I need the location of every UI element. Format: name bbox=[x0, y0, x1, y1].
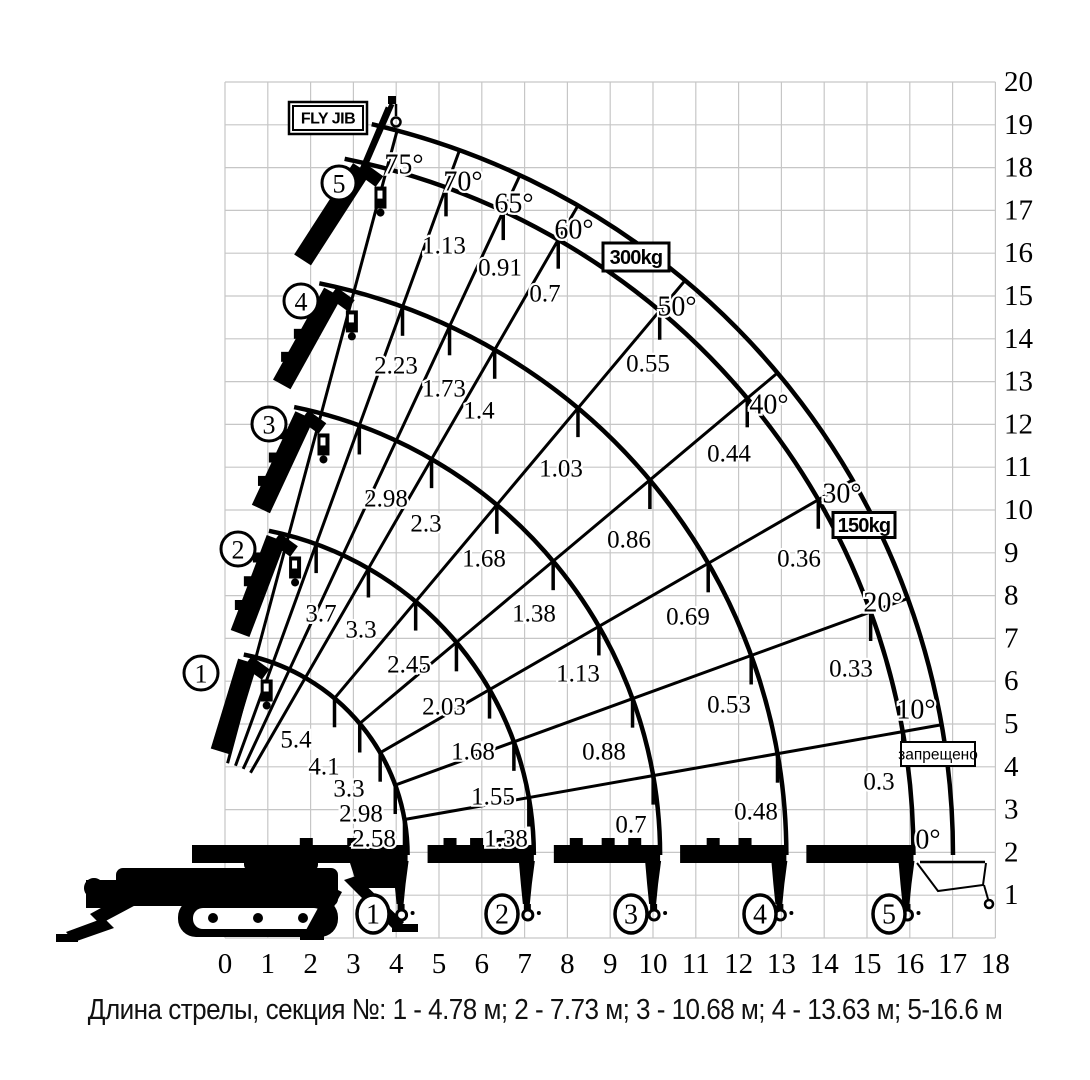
y-axis-tick-label: 3 bbox=[1004, 793, 1019, 826]
y-axis-tick-label: 6 bbox=[1004, 665, 1019, 698]
capacity-label: 2.58 bbox=[352, 825, 396, 853]
hook-dot bbox=[663, 911, 667, 915]
capacity-label: 1.38 bbox=[512, 600, 556, 628]
boom-lug bbox=[707, 838, 720, 846]
fly-jib-tip bbox=[388, 96, 396, 104]
track-roller bbox=[208, 913, 218, 923]
forbidden-label bbox=[898, 742, 978, 766]
hook-block-notch bbox=[320, 437, 325, 445]
capacity-label: 2.98 bbox=[364, 485, 408, 513]
x-axis-tick-label: 0 bbox=[217, 948, 233, 980]
capacity-label: 0.36 bbox=[777, 545, 821, 573]
section-marker-number: 3 bbox=[262, 410, 276, 440]
capacity-label: 2.3 bbox=[410, 510, 442, 538]
folded-fly-jib bbox=[917, 863, 986, 891]
capacity-label: 0.48 bbox=[734, 798, 778, 826]
x-axis-tick-label: 16 bbox=[895, 948, 925, 980]
hook-block-notch bbox=[292, 560, 297, 568]
boom-lug bbox=[258, 476, 266, 486]
boom-lug bbox=[281, 352, 289, 362]
boom-lug bbox=[470, 838, 483, 846]
x-axis-tick-label: 3 bbox=[346, 948, 361, 980]
y-axis-tick-label: 12 bbox=[1004, 408, 1033, 441]
y-axis-tick-label: 5 bbox=[1004, 708, 1019, 740]
capacity-label: 1.73 bbox=[422, 375, 466, 403]
section-marker-left-2 bbox=[221, 532, 255, 566]
capacity-label: 3.3 bbox=[345, 616, 377, 644]
y-axis-tick-label: 8 bbox=[1004, 579, 1019, 612]
section-marker-number: 3 bbox=[624, 899, 638, 931]
y-axis-tick-label: 7 bbox=[1004, 622, 1019, 655]
boom-lug bbox=[628, 838, 641, 846]
capacity-label: 0.69 bbox=[666, 603, 710, 631]
cap-150kg-label bbox=[833, 513, 895, 538]
horizontal-boom-section-5 bbox=[806, 845, 913, 863]
capacity-label: 0.55 bbox=[626, 350, 670, 378]
x-axis-tick-label: 14 bbox=[809, 948, 839, 980]
cap-300kg-label bbox=[603, 243, 669, 271]
hook-tip bbox=[319, 455, 327, 463]
boom-angle-label: 60° bbox=[554, 214, 594, 246]
boom-lug bbox=[294, 329, 302, 339]
outrigger-right-foot2 bbox=[300, 932, 324, 940]
cap-150kg-text: 150kg bbox=[837, 515, 891, 537]
crane-boom-cylinder bbox=[244, 856, 318, 870]
x-axis-tick-label: 8 bbox=[560, 948, 575, 980]
section-marker-number: 5 bbox=[882, 899, 896, 931]
capacity-label: 3.7 bbox=[305, 600, 337, 628]
x-axis-tick-label: 12 bbox=[724, 948, 754, 980]
section-marker-left-4 bbox=[284, 284, 318, 318]
y-axis-tick-label: 15 bbox=[1004, 280, 1033, 312]
boom-lug bbox=[300, 838, 313, 846]
capacity-label: 1.68 bbox=[451, 738, 495, 766]
y-axis-tick-label: 1 bbox=[1004, 879, 1019, 912]
y-axis-tick-label: 16 bbox=[1004, 237, 1033, 270]
capacity-label: 5.4 bbox=[280, 726, 312, 754]
hook-tip bbox=[263, 702, 271, 710]
section-marker-bottom-3 bbox=[615, 895, 647, 933]
caption-text: Длина стрелы, секция №: 1 - 4.78 м; 2 - 7.73 м; 3 - 10.68 м; 4 - 13.63 м; 5-16.6 м bbox=[87, 994, 1003, 1026]
boom-lug bbox=[570, 838, 583, 846]
hook bbox=[523, 910, 533, 920]
section-marker-number: 4 bbox=[294, 287, 308, 317]
labels bbox=[184, 102, 978, 933]
x-axis-tick-label: 13 bbox=[766, 948, 796, 980]
section-marker-bottom-4 bbox=[744, 895, 776, 933]
y-axis-tick-label: 14 bbox=[1004, 322, 1033, 355]
hook-tip bbox=[348, 332, 356, 340]
capacity-label: 1.03 bbox=[539, 455, 583, 483]
section-marker-bottom-1 bbox=[357, 895, 389, 933]
capacity-label: 1.38 bbox=[484, 825, 528, 853]
boom-lug bbox=[235, 600, 243, 610]
boom-lug bbox=[269, 453, 277, 463]
cap-300kg-text: 300kg bbox=[609, 247, 663, 269]
x-axis-tick-label: 7 bbox=[517, 948, 532, 980]
hook-dot bbox=[537, 911, 541, 915]
x-axis-tick-label: 18 bbox=[980, 948, 1010, 980]
fly-jib-label bbox=[289, 102, 367, 134]
fly-jib-text: FLY JIB bbox=[300, 110, 356, 128]
capacity-label: 2.23 bbox=[374, 352, 418, 380]
hook-tip bbox=[291, 578, 299, 586]
horizontal-boom-section-3 bbox=[554, 845, 660, 863]
x-axis-tick-label: 11 bbox=[681, 948, 710, 980]
hook-dot bbox=[411, 911, 415, 915]
y-axis-tick-label: 4 bbox=[1004, 750, 1019, 783]
boom-lug bbox=[444, 838, 457, 846]
boom-angle-label: 0° bbox=[915, 824, 941, 856]
section-marker-bottom-5 bbox=[873, 895, 905, 933]
y-axis-tick-label: 2 bbox=[1004, 836, 1019, 869]
section-marker-number: 2 bbox=[231, 535, 245, 565]
capacity-label: 1.13 bbox=[422, 232, 466, 260]
hook-shank bbox=[771, 861, 787, 904]
boom-angle-label: 10° bbox=[896, 694, 936, 726]
capacity-label: 2.45 bbox=[387, 651, 431, 679]
capacity-label: 0.3 bbox=[863, 768, 895, 796]
capacity-label: 1.68 bbox=[462, 545, 506, 573]
section-marker-left-3 bbox=[252, 407, 286, 441]
section-marker-number: 2 bbox=[495, 899, 509, 931]
hook-dot bbox=[789, 911, 793, 915]
capacity-label: 3.3 bbox=[333, 775, 365, 803]
section-marker-left-1 bbox=[184, 656, 218, 690]
boom-lug bbox=[602, 838, 615, 846]
y-axis-tick-label: 9 bbox=[1004, 536, 1019, 569]
x-axis-tick-label: 15 bbox=[852, 948, 882, 980]
x-axis-tick-label: 17 bbox=[938, 948, 968, 980]
capacity-label: 0.86 bbox=[607, 526, 651, 554]
capacity-label: 2.98 bbox=[339, 800, 383, 828]
y-axis-tick-label: 20 bbox=[1004, 66, 1033, 98]
hook-block-notch bbox=[377, 191, 382, 199]
y-axis-tick-label: 10 bbox=[1004, 494, 1033, 526]
boom-angle-label: 40° bbox=[749, 389, 789, 421]
y-axis-tick-label: 18 bbox=[1004, 151, 1033, 184]
hook-shank bbox=[898, 861, 914, 904]
capacity-label: 0.44 bbox=[707, 440, 751, 468]
folded-jib-hook-line bbox=[984, 885, 988, 899]
hook-block-notch bbox=[349, 314, 354, 322]
boom-lug bbox=[244, 576, 252, 586]
section-marker-number: 5 bbox=[332, 169, 346, 199]
x-axis-tick-label: 2 bbox=[303, 948, 318, 980]
track-roller bbox=[298, 913, 308, 923]
capacity-label: 4.1 bbox=[308, 753, 340, 781]
forbidden-text: запрещено bbox=[898, 746, 978, 764]
x-axis-tick-label: 10 bbox=[638, 948, 668, 980]
hook-shank bbox=[645, 861, 661, 904]
x-axis-tick-label: 6 bbox=[474, 948, 490, 980]
hook-tip bbox=[376, 209, 384, 217]
capacity-label: 0.91 bbox=[478, 254, 522, 282]
x-axis-tick-label: 5 bbox=[431, 948, 447, 980]
y-axis-tick-label: 17 bbox=[1004, 194, 1033, 227]
section-marker-number: 4 bbox=[753, 899, 767, 931]
outrigger-right-foot bbox=[392, 924, 418, 932]
track-roller bbox=[253, 913, 263, 923]
y-axis-tick-label: 11 bbox=[1004, 451, 1032, 484]
horizontal-boom-section-4 bbox=[680, 845, 786, 863]
boom-angle-label: 75° bbox=[384, 149, 424, 181]
section-marker-number: 1 bbox=[194, 659, 208, 689]
capacity-label: 1.4 bbox=[463, 397, 495, 425]
section-marker-left-5 bbox=[322, 166, 356, 200]
boom-angle-label: 20° bbox=[863, 587, 903, 619]
capacity-label: 1.13 bbox=[556, 660, 600, 688]
hook-block-notch bbox=[264, 684, 269, 692]
hook bbox=[649, 910, 659, 920]
x-axis-tick-label: 4 bbox=[388, 948, 404, 980]
boom-angle-label: 50° bbox=[657, 291, 697, 323]
y-axis-tick-label: 13 bbox=[1004, 365, 1033, 398]
capacity-label: 2.03 bbox=[422, 693, 466, 721]
outrigger-left-foot bbox=[56, 934, 78, 942]
hook-shank bbox=[519, 861, 535, 904]
y-axis-tick-label: 19 bbox=[1004, 108, 1033, 141]
section-marker-bottom-2 bbox=[486, 895, 518, 933]
hook-dot bbox=[916, 911, 920, 915]
capacity-label: 1.55 bbox=[471, 783, 515, 811]
capacity-label: 0.33 bbox=[829, 655, 873, 683]
section-marker-number: 1 bbox=[366, 899, 380, 931]
capacity-label: 0.7 bbox=[615, 811, 647, 839]
x-axis-tick-label: 9 bbox=[602, 948, 618, 980]
x-axis-tick-label: 1 bbox=[260, 948, 276, 980]
boom-lug bbox=[739, 838, 752, 846]
capacity-label: 0.7 bbox=[529, 280, 561, 308]
caption bbox=[0, 994, 1090, 1027]
capacity-label: 0.53 bbox=[707, 691, 751, 719]
folded-jib-hook bbox=[985, 900, 993, 908]
boom-angle-label: 30° bbox=[822, 478, 862, 510]
boom-angle-label: 65° bbox=[494, 188, 534, 220]
capacity-label: 0.88 bbox=[582, 738, 626, 766]
boom-angle-label: 70° bbox=[443, 166, 483, 198]
